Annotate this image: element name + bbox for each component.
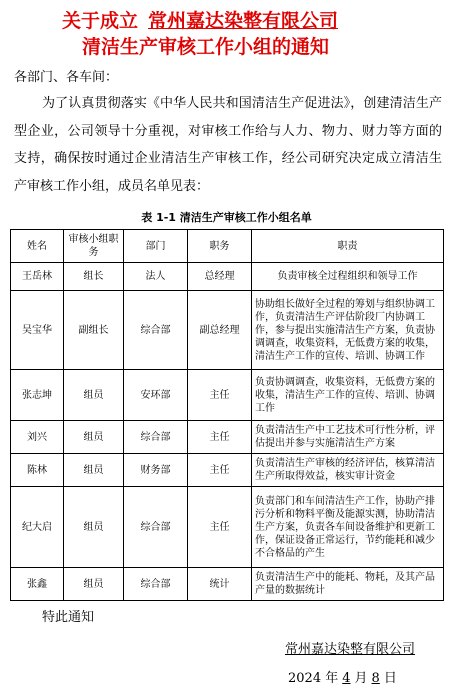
cell-duty: 负责清洁生产中的能耗、物耗，及其产品产量的数据统计 (252, 568, 444, 601)
body-paragraph: 为了认真贯彻落实《中华人民共和国清洁生产促进法》，创建清洁生产型企业，公司领导十分重视，对审核工作给与人力、物力、财力等方面的支持，确保按时通过企业清洁生产审核工作，经公司研究决定成立清洁生产审核工作小组，成员名单见表： (14, 96, 442, 194)
cell-duty: 负责清洁生产中工艺技术可行性分析，评估提出并参与实施清洁生产方案 (252, 421, 444, 454)
cell-title: 主任 (188, 454, 252, 487)
cell-name: 陈林 (11, 454, 64, 487)
greeting: 各部门、各车间： (14, 70, 119, 85)
cell-title: 主任 (188, 487, 252, 568)
cell-name: 王岳林 (11, 263, 64, 291)
table-row (11, 487, 444, 568)
cell-dept: 综合部 (124, 291, 188, 370)
member-table (10, 229, 444, 601)
table-row (11, 370, 444, 421)
notice-title-line2: 清洁生产审核工作小组的通知 (82, 36, 330, 58)
cell-duty: 负责审核全过程组织和领导工作 (252, 263, 444, 291)
table-row (11, 291, 444, 370)
cell-role: 组员 (64, 370, 124, 421)
date-year: 2024 (288, 671, 322, 686)
cell-title: 总经理 (188, 263, 252, 291)
table-row (11, 421, 444, 454)
header-duty: 职责 (252, 230, 444, 263)
header-name: 姓名 (11, 230, 64, 263)
cell-name: 刘兴 (11, 421, 64, 454)
cell-role: 组员 (64, 487, 124, 568)
cell-role: 组员 (64, 421, 124, 454)
cell-dept: 安环部 (124, 370, 188, 421)
cell-dept: 法人 (124, 263, 188, 291)
date-month: 4 (342, 671, 351, 686)
header-department: 部门 (124, 230, 188, 263)
cell-name: 吴宝华 (11, 291, 64, 370)
title-prefix: 关于成立 (62, 10, 139, 32)
cell-role: 组员 (64, 568, 124, 601)
header-position: 职务 (188, 230, 252, 263)
cell-duty: 负责协调调查，收集资料，无低费方案的收集，清洁生产工作的宣传、培训、协调工作 (252, 370, 444, 421)
cell-title: 副总经理 (188, 291, 252, 370)
notice-title-line1 (62, 6, 338, 33)
table-row (11, 454, 444, 487)
issue-date (288, 667, 397, 686)
cell-name: 张鑫 (11, 568, 64, 601)
cell-duty: 负责部门和车间清洁生产工作，协助产排污分析和物料平衡及能源实测，协助清洁生产方案，负责各车间设备维护和更新工作，保证设备正常运行，节约能耗和减少不合格品的产生 (252, 487, 444, 568)
cell-name: 张志坤 (11, 370, 64, 421)
date-day: 8 (371, 671, 380, 686)
table-caption: 表 1-1 清洁生产审核工作小组名单 (141, 211, 312, 224)
cell-dept: 综合部 (124, 487, 188, 568)
cell-dept: 财务部 (124, 454, 188, 487)
cell-role: 组员 (64, 454, 124, 487)
cell-title: 统计 (188, 568, 252, 601)
date-day-suffix: 日 (383, 671, 397, 686)
date-month-suffix: 月 (354, 671, 368, 686)
cell-duty: 协助组长做好全过程的筹划与组织协调工作，负责清洁生产评估阶段厂内协调工作，参与提出实施清洁生产方案，负责协调调查，收集资料，无低费方案的收集，清洁生产工作的宣传、培训、协调工作 (252, 291, 444, 370)
table-row (11, 568, 444, 601)
date-year-suffix: 年 (325, 671, 339, 686)
cell-dept: 综合部 (124, 421, 188, 454)
cell-title: 主任 (188, 421, 252, 454)
closing-notice: 特此通知 (42, 610, 95, 625)
cell-duty: 负责清洁生产审核的经济评估，核算清洁生产所取得效益，核实审计资金 (252, 454, 444, 487)
signature-company: 常州嘉达染整有限公司 (285, 642, 416, 657)
cell-name: 纪大启 (11, 487, 64, 568)
table-row (11, 263, 444, 291)
cell-dept: 综合部 (124, 568, 188, 601)
table-header-row (11, 230, 444, 263)
cell-role: 组长 (64, 263, 124, 291)
header-group-role: 审核小组职务 (64, 230, 124, 263)
cell-title: 主任 (188, 370, 252, 421)
cell-role: 副组长 (64, 291, 124, 370)
title-company-name: 常州嘉达染整有限公司 (148, 10, 339, 32)
